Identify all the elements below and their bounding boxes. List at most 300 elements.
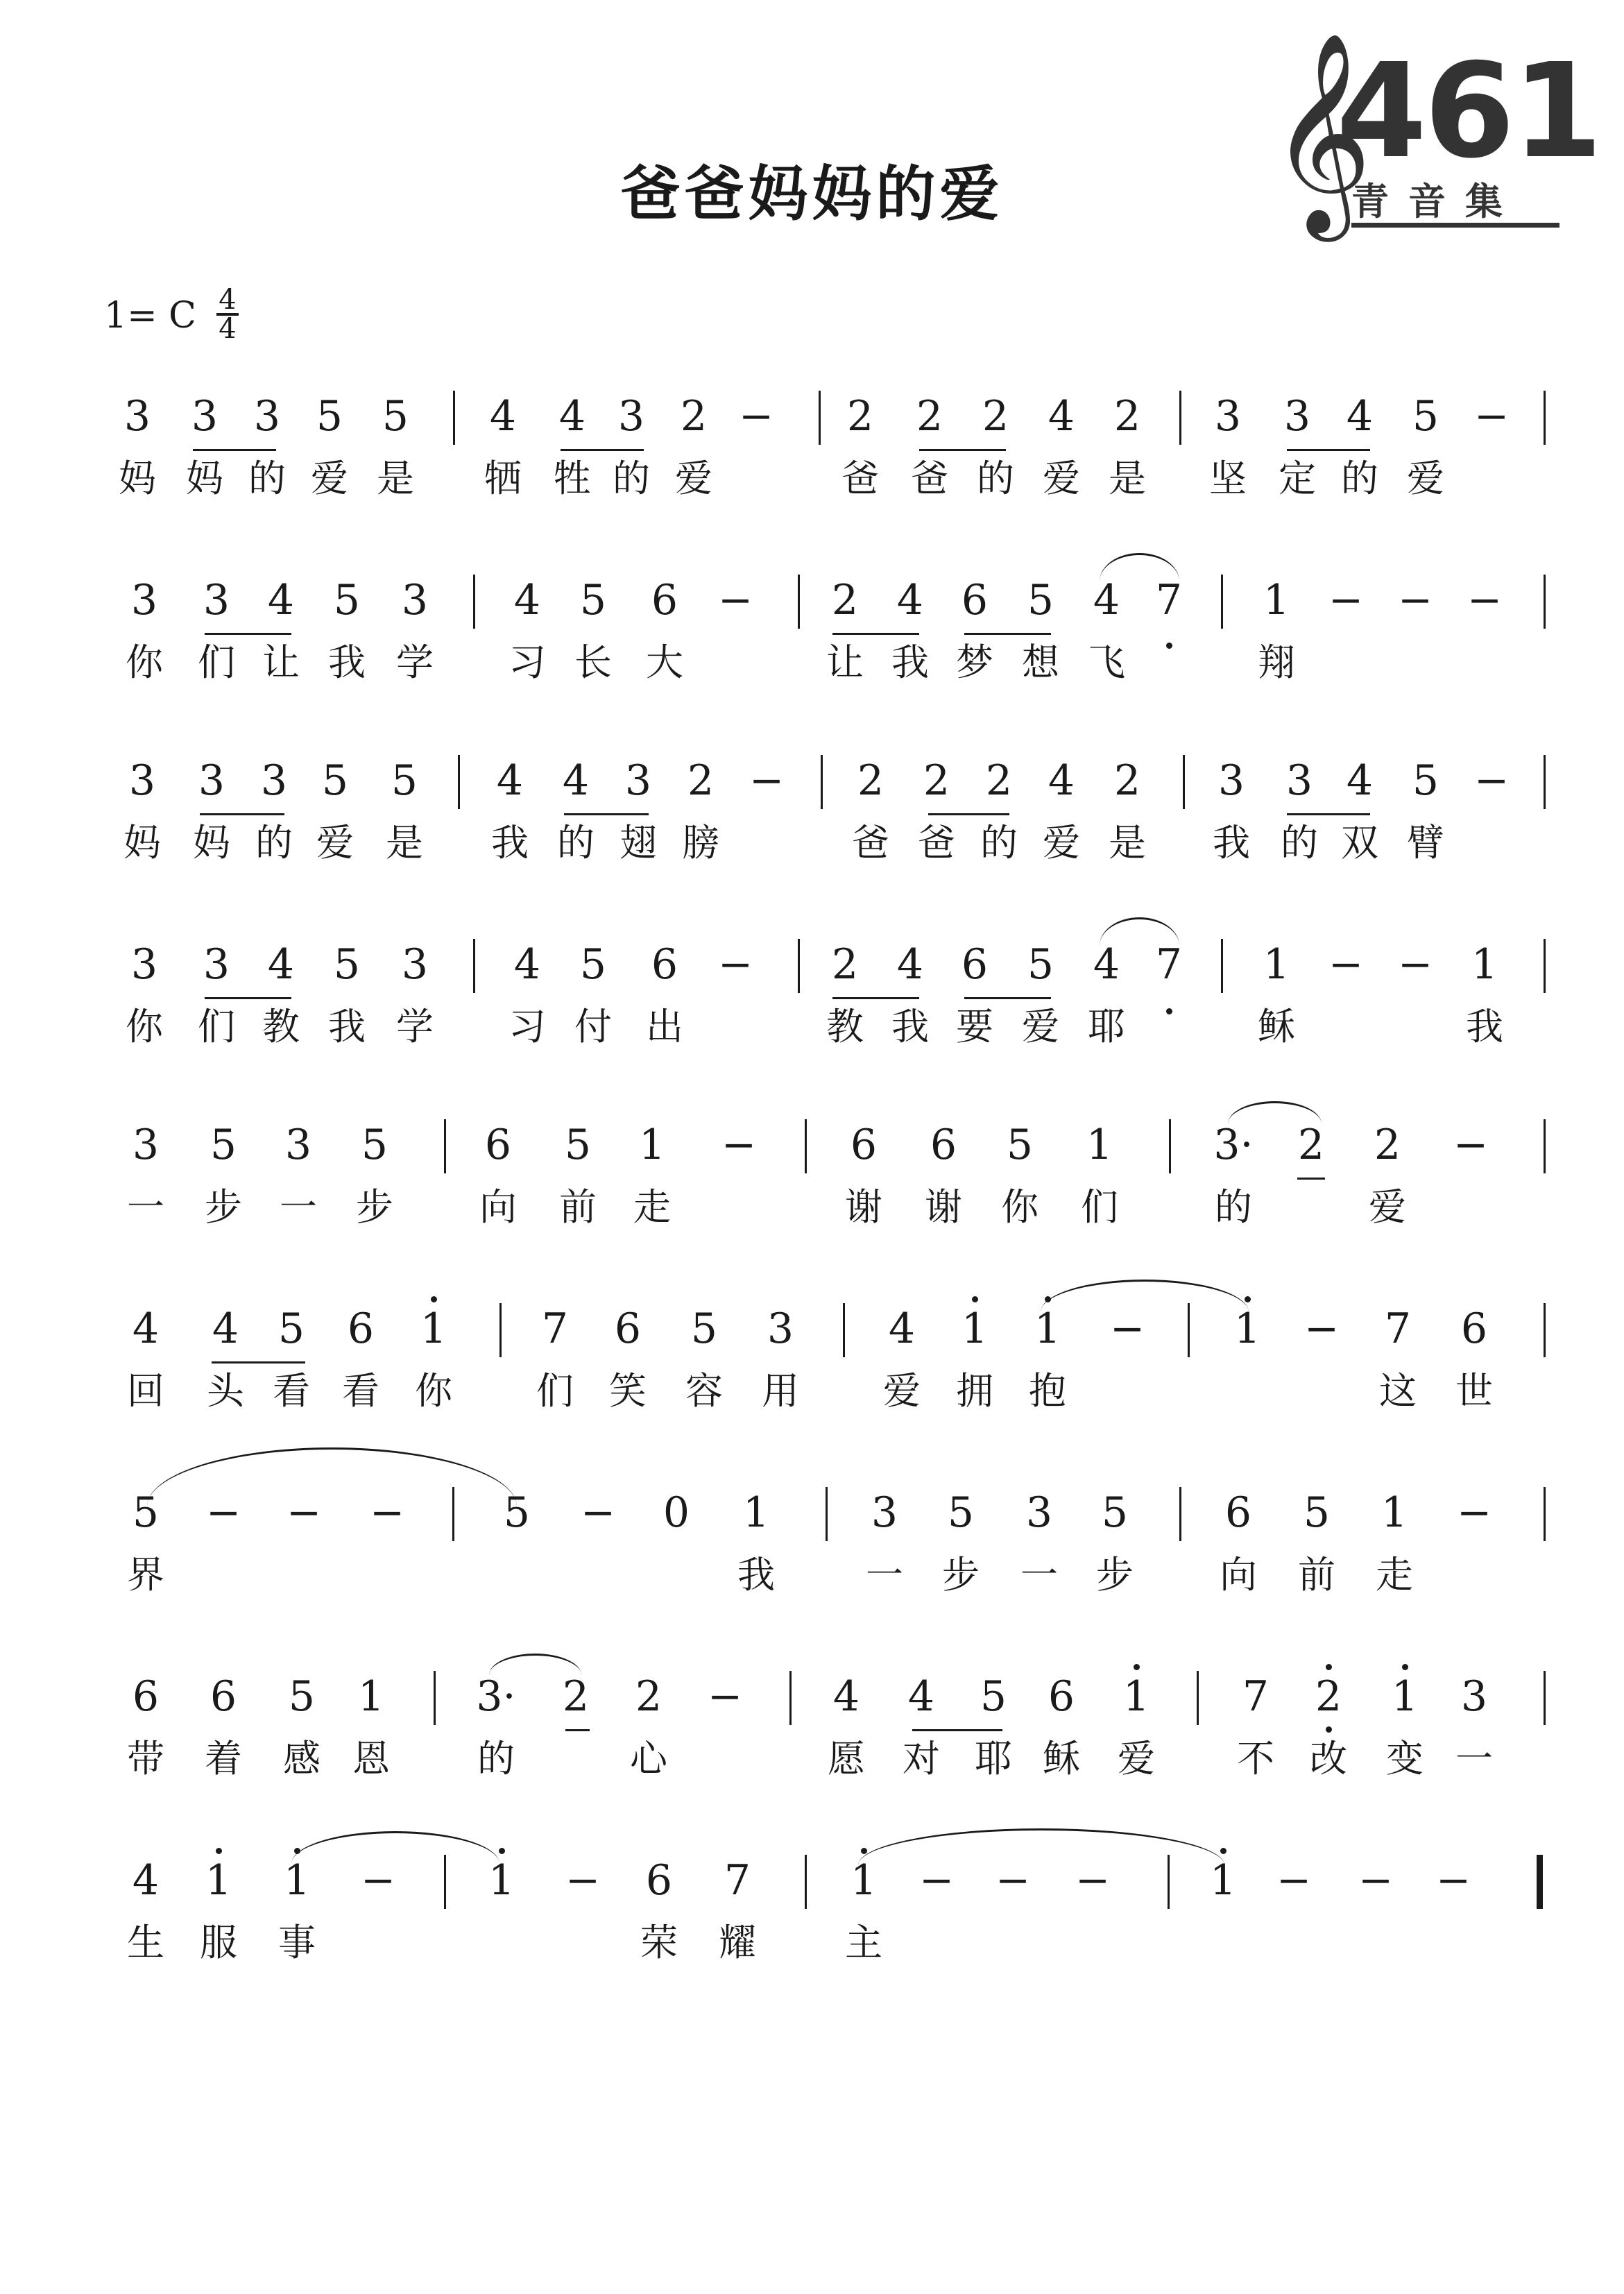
dash-extension: −: [286, 1488, 322, 1537]
dash-extension: −: [580, 1488, 616, 1537]
octave-dot: [1245, 1296, 1251, 1302]
note: 4: [513, 940, 541, 989]
eighth-underline: [561, 449, 644, 451]
note: 5: [947, 1488, 975, 1537]
lyric-char: 是: [377, 457, 414, 500]
time-signature: [214, 284, 241, 345]
lyric-char: 看: [273, 1369, 310, 1413]
lyric-char: 我: [891, 1005, 929, 1048]
lyric-char: 臂: [1407, 821, 1444, 865]
octave-dot: [972, 1296, 978, 1302]
note: 7: [1384, 1305, 1412, 1353]
octave-dot: [1166, 643, 1172, 649]
score-system: [0, 1672, 1624, 1839]
lyric-char: 步: [942, 1553, 980, 1597]
note: 5: [382, 392, 409, 441]
lyric-char: 一: [127, 1185, 164, 1229]
eighth-underline: [205, 997, 291, 999]
lyric-char: 是: [1109, 821, 1146, 865]
lyric-char: 爱: [675, 457, 712, 500]
note: 2: [846, 392, 874, 441]
octave-dot: [1402, 1664, 1408, 1670]
barline: [453, 391, 455, 445]
note: 4: [267, 940, 295, 989]
note: 3: [203, 940, 230, 989]
lyric-char: 的: [248, 457, 286, 500]
note: 5: [1412, 392, 1439, 441]
lyric-char: 一: [280, 1185, 317, 1229]
lyric-char: 前: [1298, 1553, 1335, 1597]
note: 3: [1460, 1672, 1488, 1721]
barline: [473, 575, 475, 629]
note: 2: [923, 756, 950, 805]
lyric-char: 心: [630, 1737, 667, 1781]
lyric-char: 恩: [352, 1737, 390, 1781]
lyric-char: 的: [557, 821, 595, 865]
dash-extension: −: [1075, 1856, 1111, 1905]
note: 1: [1122, 1672, 1150, 1721]
octave-dot: [431, 1296, 437, 1302]
note: 3: [871, 1488, 898, 1537]
lyric-char: 飞: [1088, 640, 1125, 684]
lyric-char: 我: [491, 821, 529, 865]
lyric-char: 前: [559, 1185, 597, 1229]
note: 5: [579, 940, 607, 989]
lyric-char: 的: [1341, 457, 1378, 500]
note: 3: [1214, 392, 1242, 441]
note: 3: [1217, 756, 1245, 805]
score-system: [0, 576, 1624, 742]
note: 1: [283, 1856, 311, 1905]
eighth-underline: [564, 813, 649, 815]
lyric-char: 爸: [918, 821, 955, 865]
lyric-char: 你: [126, 1005, 163, 1048]
note: 7: [1242, 1672, 1270, 1721]
dash-extension: −: [1467, 576, 1503, 625]
note: 3: [128, 756, 156, 805]
note: 1: [1471, 940, 1498, 989]
lyric-char: 妈: [119, 457, 156, 500]
dash-extension: −: [707, 1672, 743, 1721]
dash-extension: −: [1304, 1305, 1340, 1353]
lyric-char: 我: [328, 1005, 366, 1048]
note: 3: [401, 576, 429, 625]
note: 3·: [476, 1672, 516, 1721]
eighth-underline: [964, 633, 1051, 635]
dash-extension: −: [369, 1488, 405, 1537]
dash-extension: −: [1473, 392, 1510, 441]
lyric-char: 走: [1376, 1553, 1413, 1597]
lyric-char: 世: [1455, 1369, 1493, 1413]
lyric-char: 不: [1237, 1737, 1274, 1781]
octave-dot: [1326, 1664, 1332, 1670]
lyric-char: 稣: [1258, 1005, 1295, 1048]
note: 3: [132, 1121, 160, 1169]
note: 3: [401, 940, 429, 989]
barline: [1179, 391, 1181, 445]
dash-extension: −: [1397, 940, 1433, 989]
eighth-underline: [1297, 1178, 1325, 1180]
lyric-char: 爸: [852, 821, 889, 865]
dash-extension: −: [1328, 576, 1364, 625]
barline: [473, 939, 475, 993]
octave-dot: [216, 1848, 222, 1854]
barline: [819, 391, 821, 445]
lyric-char: 抱: [1029, 1369, 1066, 1413]
lyric-char: 教: [826, 1005, 864, 1048]
note: 4: [496, 756, 524, 805]
lyric-char: 向: [1220, 1553, 1257, 1597]
note: 4: [1093, 576, 1120, 625]
dash-extension: −: [749, 756, 785, 805]
lyric-char: 想: [1022, 640, 1059, 684]
lyric-char: 一: [866, 1553, 903, 1597]
lyric-char: 耀: [719, 1921, 756, 1964]
note: 6: [645, 1856, 673, 1905]
score-system: [0, 1121, 1624, 1287]
note: 2: [831, 940, 859, 989]
lyric-char: 看: [342, 1369, 379, 1413]
treble-clef-icon: 𝄞: [1270, 31, 1372, 232]
barline: [1544, 391, 1546, 445]
eighth-underline: [193, 449, 276, 451]
note: 4: [907, 1672, 935, 1721]
score-system: [0, 940, 1624, 1107]
lyric-char: 变: [1386, 1737, 1424, 1781]
logo-subtitle: 青音集: [1351, 181, 1559, 228]
lyric-char: 妈: [123, 821, 161, 865]
note: 5: [333, 576, 361, 625]
lyric-char: 习: [508, 1005, 546, 1048]
lyric-char: 用: [762, 1369, 799, 1413]
note: 2: [687, 756, 715, 805]
eighth-underline: [212, 1361, 305, 1363]
lyric-char: 爱: [883, 1369, 921, 1413]
lyric-char: 牺: [484, 457, 522, 500]
barline: [843, 1303, 845, 1357]
dash-extension: −: [1435, 1856, 1471, 1905]
octave-dot: [1166, 1008, 1172, 1014]
octave-dot: [1326, 1726, 1332, 1733]
note: 6: [210, 1672, 237, 1721]
note: 2: [1374, 1121, 1401, 1169]
lyric-char: 事: [278, 1921, 316, 1964]
lyric-char: 学: [396, 1005, 434, 1048]
note: 2: [1315, 1672, 1342, 1721]
lyric-char: 界: [127, 1553, 164, 1597]
lyric-char: 带: [127, 1737, 164, 1781]
barline: [1221, 575, 1223, 629]
time-signature-top: 4: [219, 284, 237, 316]
note: 1: [488, 1856, 515, 1905]
note: 2: [857, 756, 884, 805]
dash-extension: −: [738, 392, 774, 441]
note: 3: [767, 1305, 794, 1353]
note: 0: [663, 1488, 690, 1537]
note: 5: [1303, 1488, 1331, 1537]
lyric-char: 出: [646, 1005, 683, 1048]
note: 2: [635, 1672, 663, 1721]
lyric-char: 一: [1020, 1553, 1058, 1597]
eighth-underline: [964, 997, 1051, 999]
note: 2: [680, 392, 708, 441]
logo-number: 461: [1336, 35, 1600, 187]
note: 2: [831, 576, 859, 625]
note: 3·: [1213, 1121, 1254, 1169]
note: 4: [1048, 392, 1075, 441]
octave-dot: [1134, 1664, 1140, 1670]
lyric-char: 让: [826, 640, 864, 684]
dash-extension: −: [1109, 1305, 1145, 1353]
lyric-char: 的: [1215, 1185, 1252, 1229]
note: 4: [1048, 756, 1075, 805]
lyric-char: 们: [198, 1005, 235, 1048]
lyric-char: 生: [127, 1921, 164, 1964]
note: 3: [284, 1121, 312, 1169]
note: 5: [1027, 940, 1054, 989]
note: 6: [484, 1121, 512, 1169]
note: 5: [503, 1488, 531, 1537]
dash-extension: −: [1453, 1121, 1489, 1169]
lyric-char: 容: [685, 1369, 723, 1413]
lyric-char: 的: [613, 457, 650, 500]
note: 1: [638, 1121, 666, 1169]
note: 2: [1297, 1121, 1325, 1169]
note: 5: [1101, 1488, 1129, 1537]
lyric-char: 牲: [554, 457, 591, 500]
note: 6: [1224, 1488, 1252, 1537]
lyric-char: 愿: [828, 1737, 865, 1781]
lyric-char: 你: [126, 640, 163, 684]
note: 3: [624, 756, 652, 805]
note: 6: [961, 576, 989, 625]
lyric-char: 妈: [186, 457, 223, 500]
note: 5: [980, 1672, 1007, 1721]
barline: [1544, 755, 1546, 809]
lyric-char: 荣: [640, 1921, 678, 1964]
dash-extension: −: [1397, 576, 1433, 625]
dash-extension: −: [717, 940, 753, 989]
note: 4: [132, 1305, 160, 1353]
note: 7: [541, 1305, 569, 1353]
note: 2: [916, 392, 943, 441]
lyric-char: 翔: [1258, 640, 1295, 684]
score-system: [0, 1488, 1624, 1655]
lyric-char: 的: [255, 821, 293, 865]
eighth-underline: [205, 633, 291, 635]
note: 4: [562, 756, 590, 805]
note: 1: [1263, 940, 1290, 989]
lyric-char: 长: [574, 640, 612, 684]
barline: [826, 1487, 828, 1541]
note: 5: [1006, 1121, 1034, 1169]
lyric-char: 双: [1341, 821, 1378, 865]
note: 5: [391, 756, 418, 805]
barline: [1179, 1487, 1181, 1541]
score-system: [0, 756, 1624, 923]
lyric-char: 的: [477, 1737, 515, 1781]
dash-extension: −: [995, 1856, 1031, 1905]
eighth-underline: [1287, 813, 1370, 815]
dash-extension: −: [1473, 756, 1510, 805]
note: 3: [130, 576, 158, 625]
barline: [499, 1303, 502, 1357]
note: 2: [985, 756, 1013, 805]
note: 6: [961, 940, 989, 989]
note: 4: [1093, 940, 1120, 989]
barline: [1221, 939, 1223, 993]
eighth-underline: [919, 449, 1006, 451]
note: 1: [1391, 1672, 1419, 1721]
lyric-char: 步: [205, 1185, 242, 1229]
lyric-char: 坚: [1209, 457, 1247, 500]
note: 5: [316, 392, 343, 441]
lyric-char: 爱: [1022, 1005, 1059, 1048]
lyric-char: 谢: [925, 1185, 962, 1229]
song-title: 爸爸妈妈的爱: [620, 160, 1004, 229]
barline: [821, 755, 823, 809]
barline: [789, 1671, 792, 1725]
note: 4: [513, 576, 541, 625]
lyric-char: 服: [200, 1921, 237, 1964]
lyric-char: 向: [479, 1185, 517, 1229]
note: 3: [203, 576, 230, 625]
note: 5: [1027, 576, 1054, 625]
note: 4: [489, 392, 517, 441]
note: 1: [961, 1305, 989, 1353]
lyric-char: 对: [903, 1737, 940, 1781]
note: 6: [347, 1305, 375, 1353]
lyric-char: 的: [980, 821, 1018, 865]
lyric-char: 爱: [1043, 457, 1080, 500]
lyric-char: 梦: [956, 640, 993, 684]
lyric-char: 的: [977, 457, 1014, 500]
lyric-char: 要: [956, 1005, 993, 1048]
score-system: [0, 1856, 1624, 2023]
lyric-char: 爸: [911, 457, 948, 500]
lyric-char: 学: [396, 640, 434, 684]
barline: [1197, 1671, 1199, 1725]
note: 4: [267, 576, 295, 625]
note: 1: [1381, 1488, 1408, 1537]
dash-extension: −: [918, 1856, 955, 1905]
eighth-underline: [832, 997, 919, 999]
lyric-char: 们: [198, 640, 235, 684]
note: 6: [1048, 1672, 1075, 1721]
barline: [1544, 1487, 1546, 1541]
note: 4: [832, 1672, 860, 1721]
octave-dot: [861, 1848, 867, 1854]
lyric-char: 爱: [1369, 1185, 1406, 1229]
lyric-char: 爱: [316, 821, 354, 865]
barline: [1169, 1119, 1171, 1173]
dash-extension: −: [1358, 1856, 1394, 1905]
lyric-char: 是: [1109, 457, 1146, 500]
eighth-underline: [200, 813, 284, 815]
note: 6: [651, 940, 678, 989]
note: 7: [724, 1856, 751, 1905]
note: 3: [1285, 756, 1313, 805]
note: 3: [130, 940, 158, 989]
lyric-char: 定: [1279, 457, 1316, 500]
lyric-char: 爸: [841, 457, 879, 500]
barline: [798, 575, 800, 629]
octave-dot: [1220, 1848, 1226, 1854]
lyric-char: 我: [737, 1553, 775, 1597]
lyric-char: 改: [1310, 1737, 1347, 1781]
barline: [1544, 575, 1546, 629]
lyric-char: 们: [1081, 1185, 1118, 1229]
barline: [1544, 939, 1546, 993]
lyric-char: 笑: [609, 1369, 647, 1413]
publisher-logo: [1270, 31, 1600, 232]
dash-extension: −: [717, 576, 753, 625]
lyric-char: 习: [508, 640, 546, 684]
lyric-char: 你: [1001, 1185, 1038, 1229]
lyric-char: 这: [1379, 1369, 1417, 1413]
note: 1: [1233, 1305, 1261, 1353]
dash-extension: −: [1276, 1856, 1312, 1905]
barline: [444, 1119, 446, 1173]
dash-extension: −: [1328, 940, 1364, 989]
note: 2: [1113, 756, 1141, 805]
note: 4: [888, 1305, 916, 1353]
note: 5: [361, 1121, 388, 1169]
barline: [805, 1855, 807, 1909]
lyric-char: 妈: [193, 821, 230, 865]
note: 5: [690, 1305, 718, 1353]
lyric-char: 教: [262, 1005, 300, 1048]
note: 5: [277, 1305, 305, 1353]
note: 7: [1155, 940, 1183, 989]
note: 7: [1155, 576, 1183, 625]
lyric-char: 膀: [682, 821, 719, 865]
note: 2: [982, 392, 1009, 441]
lyric-char: 步: [356, 1185, 393, 1229]
note: 4: [896, 576, 924, 625]
dash-extension: −: [721, 1121, 757, 1169]
score-system: [0, 1305, 1624, 1471]
barline: [458, 755, 460, 809]
note: 3: [191, 392, 219, 441]
lyric-char: 着: [205, 1737, 242, 1781]
lyric-char: 我: [328, 640, 366, 684]
key-signature: 1= C: [104, 295, 196, 337]
note: 3: [1025, 1488, 1053, 1537]
note: 1: [420, 1305, 447, 1353]
eighth-underline: [912, 1729, 1002, 1731]
dash-extension: −: [360, 1856, 396, 1905]
note: 3: [260, 756, 288, 805]
note: 3: [253, 392, 281, 441]
note: 1: [357, 1672, 385, 1721]
note: 5: [564, 1121, 592, 1169]
barline: [1544, 1671, 1546, 1725]
lyric-char: 一: [1455, 1737, 1493, 1781]
note: 2: [1113, 392, 1141, 441]
lyric-char: 爱: [1043, 821, 1080, 865]
barline: [798, 939, 800, 993]
lyric-char: 付: [574, 1005, 612, 1048]
note: 2: [562, 1672, 590, 1721]
lyric-char: 谢: [845, 1185, 882, 1229]
note: 1: [205, 1856, 232, 1905]
lyric-char: 主: [845, 1921, 882, 1964]
lyric-char: 你: [415, 1369, 452, 1413]
note: 5: [333, 940, 361, 989]
lyric-char: 们: [536, 1369, 574, 1413]
dash-extension: −: [565, 1856, 601, 1905]
